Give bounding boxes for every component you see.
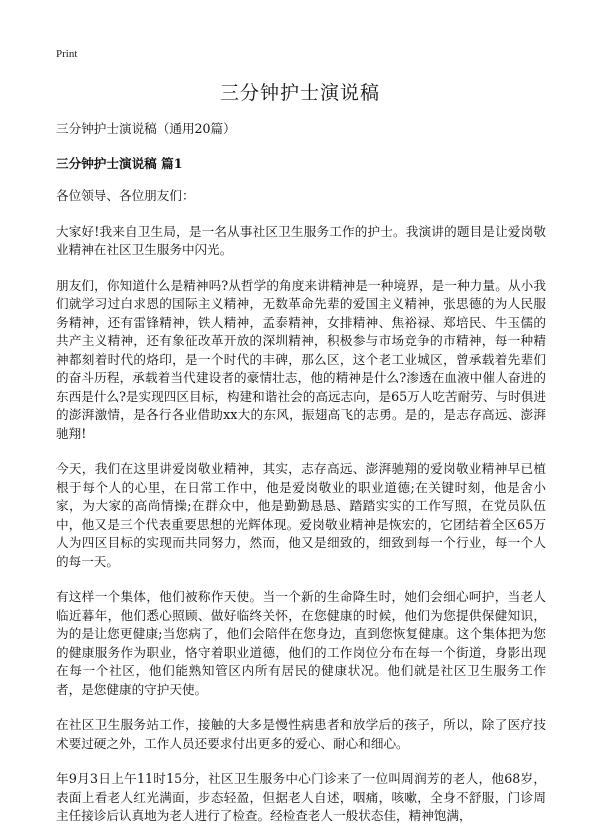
print-link[interactable]: Print [56,48,78,60]
document-subtitle: 三分钟护士演说稿（通用20篇） [56,121,236,136]
document-body [56,120,546,828]
paragraph-spirit: 朋友们，你知道什么是精神吗?从哲学的角度来讲精神是一种境界，是一种力量。从小我们就学习过白求恩的国际主义精神，无数革命先辈的爱国主义精神，张思德的为人民服务精神，还有雷锋精神，铁人精神，孟泰精神，女排精神、焦裕禄、郑培民、牛玉儒的共产主义精神，还有象征改革开放的深圳精神，积极参与市场竞争的市精神，每一种精神都刻着时代的烙印，是一个时代的丰碑，那么区，这个老工业城区，曾承载着先辈们的奋斗历程，承载着当代建设者的豪情壮志，他的精神是什么?渗透在血液中催人奋进的东西是什么?是实现四区目标，构建和谐社会的高远志向，是65万人吃苦耐劳、与时俱进的澎湃激情，是各行各业借助xx大的东风，振翅高飞的志勇。是的，是志存高远、澎湃驰翔! [56,277,546,441]
paragraph-community-work: 在社区卫生服务站工作，接触的大多是慢性病患者和放学后的孩子，所以，除了医疗技术要过硬之外，工作人员还要求付出更多的爱心、耐心和细心。 [56,717,546,751]
section-heading: 三分钟护士演说稿 篇1 [56,155,183,171]
paragraph-angels: 有这样一个集体，他们被称作天使。当一个新的生命降生时，她们会细心呵护，当老人临近暮年，他们悉心照顾、做好临终关怀，在您健康的时候，他们为您提供保健知识，为的是让您更健康;当您病了，他们会陪伴在您身边，直到您恢复健康。这个集体把为您的健康服务作为职业，恪守着职业道德，他们的工作岗位分布在每一个街道，身影出现在每一个社区，他们能熟知管区内所有居民的健康状况。他们就是社区卫生服务工作者，是您健康的守护天使。 [56,589,546,697]
paragraph-case: 年9月3日上午11时15分，社区卫生服务中心门诊来了一位叫周润芳的老人，他68岁，表面上看老人红光满面，步态轻盈，但据老人自述，咽痛，咳嗽，全身不舒服，门诊周主任接诊后认真地为老人进行了检查。经检查老人一般状态佳，精神饱满， [56,771,546,823]
greeting: 各位领导、各位朋友们： [56,188,195,203]
paragraph-intro: 大家好!我来自卫生局，是一名从事社区卫生服务工作的护士。我演讲的题目是让爱岗敬业精神在社区卫生服务中闪光。 [56,223,546,257]
page-title: 三分钟护士演说稿 [219,82,380,104]
paragraph-dedication: 今天，我们在这里讲爱岗敬业精神，其实，志存高远、澎湃驰翔的爱岗敬业精神早已植根于每个人的心里，在日常工作中，他是爱岗敬业的职业道德;在关键时刻，他是舍小家，为大家的高尚情操;在群众中，他是勤勤恳恳、踏踏实实的工作写照，在党员队伍中，他又是三个代表重要思想的光辉体现。爱岗敬业精神是恢宏的，它团结着全区65万人为四区目标的实现而共同努力，然而，他又是细致的，细致到每一个行业，每一个人的每一天。 [56,461,546,569]
